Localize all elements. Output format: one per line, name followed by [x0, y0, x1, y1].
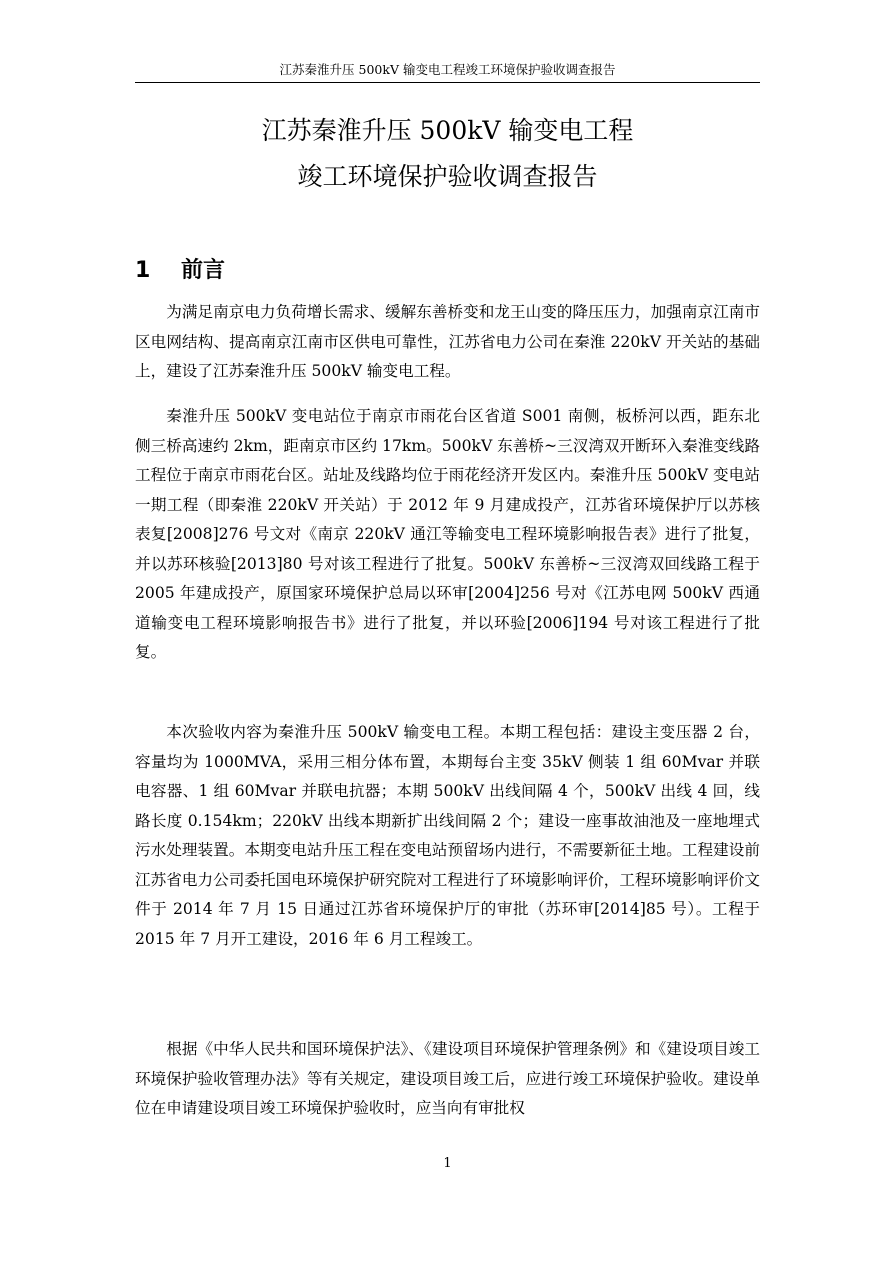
header-divider: [135, 82, 760, 83]
section-heading: [135, 255, 225, 287]
section-number: 1: [135, 258, 151, 283]
body-paragraph-2: 秦淮升压 500kV 变电站位于南京市雨花台区省道 S001 南侧，板桥河以西，距东北侧三桥高速约 2km，距南京市区约 17km。500kV 东善桥~三汊湾双开断环入秦淮变线路工程位于南京市雨花台区。站址及线路均位于雨花经济开发区内。秦淮升压 500kV 变电站一期工程（即秦淮 220kV 开关站）于 2012 年 9 月建成投产，江苏省环境保护厅以苏核表复[2008]276 号文对《南京 220kV 通江等输变电工程环境影响报告表》进行了批复，并以苏环核验[2013]80 号对该工程进行了批复。500kV 东善桥~三汊湾双回线路工程于 2005 年建成投产，原国家环境保护总局以环审[2004]256 号对《江苏电网 500kV 西通道输变电工程环境影响报告书》进行了批复，并以环验[2006]194 号对该工程进行了批复。: [135, 407, 760, 661]
section-title: 前言: [181, 258, 226, 283]
body-paragraph-3: 本次验收内容为秦淮升压 500kV 输变电工程。本期工程包括：建设主变压器 2 台，容量均为 1000MVA，采用三相分体布置，本期每台主变 35kV 侧装 1 组 60Mvar 并联电容器、1 组 60Mvar 并联电抗器；本期 500kV 出线间隔 4 个，500kV 出线 4 回，线路长度 0.154km；220kV 出线本期新扩出线间隔 2 个；建设一座事故油池及一座地埋式污水处理装置。本期变电站升压工程在变电站预留场内进行，不需要新征土地。工程建设前江苏省电力公司委托国电环境保护研究院对工程进行了环境影响评价，工程环境影响评价文件于 2014 年 7 月 15 日通过江苏省环境保护厅的审批（苏环审[2014]85 号）。工程于 2015 年 7 月开工建设，2016 年 6 月工程竣工。: [135, 723, 760, 948]
body-paragraph-1: 为满足南京电力负荷增长需求、缓解东善桥变和龙王山变的降压压力，加强南京江南市区电网结构、提高南京江南市区供电可靠性，江苏省电力公司在秦淮 220kV 开关站的基础上，建设了江苏秦淮升压 500kV 输变电工程。: [135, 303, 760, 380]
document-title-line-2: 竣工环境保护验收调查报告: [297, 162, 598, 191]
running-header: 江苏秦淮升压 500kV 输变电工程竣工环境保护验收调查报告: [279, 62, 616, 77]
body-paragraph-4: 根据《中华人民共和国环境保护法》、《建设项目环境保护管理条例》和《建设项目竣工环境保护验收管理办法》等有关规定，建设项目竣工后，应进行竣工环境保护验收。建设单位在申请建设项目竣工环境保护验收时，应当向有审批权: [135, 1040, 760, 1117]
document-title-line-1: 江苏秦淮升压 500kV 输变电工程: [261, 116, 634, 145]
page-number: 1: [443, 1156, 452, 1171]
